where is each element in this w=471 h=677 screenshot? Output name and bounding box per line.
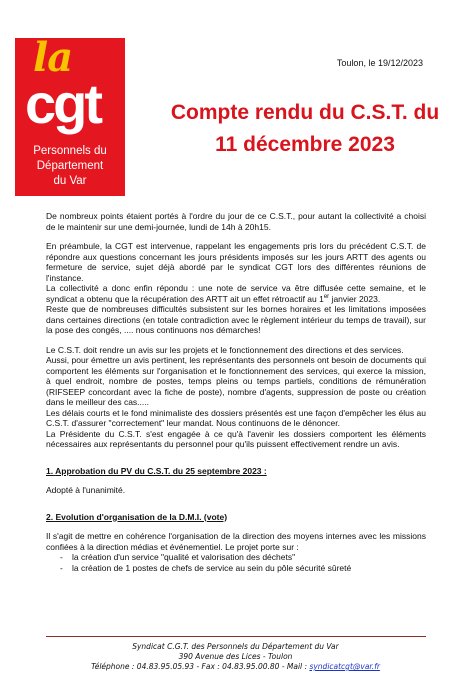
logo-la-text: la: [33, 38, 73, 81]
footer-line-1: Syndicat C.G.T. des Personnels du Département du Var: [132, 642, 339, 651]
logo-subtitle: [15, 144, 125, 189]
section-1-text: Adopté à l'unanimité.: [46, 485, 126, 495]
section-2-heading: [46, 512, 426, 523]
cgt-logo: [15, 38, 125, 196]
document-title: [140, 97, 470, 161]
title-line-1: Compte rendu du C.S.T. du: [170, 101, 440, 124]
paragraph-preamble: En préambule, la CGT est intervenue, rappelant les engagements pris lors du précédent C.S.T. de répondre aux questions concernant les jours présidents imposés sur les jours ARTT des agents ou fermeture de service, sujet déjà abordé par le syndicat CGT lors des différentes réunions de l'instance.: [46, 241, 426, 283]
footer-line-3: [30, 662, 441, 672]
paragraph-intro: De nombreux points étaient portés à l'ordre du jour de ce C.S.T., pour autant la collectivité a choisi de le maintenir sur une demi-journée, lundi de 14h à 20h15.: [46, 211, 426, 232]
paragraph-deadlines: Les délais courts et le fond minimaliste des dossiers présentés est une façon d'empêcher les élus au C.S.T. d'assurer "correctement" leur mandat. Nous continuons de le dénoncer.: [46, 407, 426, 428]
section-number: 1.: [46, 465, 54, 476]
document-body: [46, 211, 426, 573]
paragraph-documents: Aussi, pour émettre un avis pertinent, les représentants des personnels ont besoin de documents qui comportent les éléments sur l'organisation et le fonctionnement des services, qui exerce la mission, à quel endroit, nombre de postes, temps pleins ou temps partiels, conditions de rémunération (RIFSEEP concordant avec la fiche de poste), nombre d'agents, suppression de poste ou création dans le meilleur des cas.....: [46, 355, 426, 407]
title-line-2: 11 décembre 2023: [215, 133, 395, 156]
section-1-heading: [46, 466, 426, 477]
footer-line-2: 390 Avenue des Lices - Toulon: [178, 652, 293, 661]
logo-subtitle-line: Département: [36, 160, 104, 172]
logo-cgt-text: cgt: [25, 72, 100, 135]
section-2-text: Il s'agit de mettre en cohérence l'organisation de la direction des moyens internes avec les missions confiées à la direction médias et événementiel. Le projet porte sur :: [46, 531, 426, 552]
superscript: er: [323, 293, 330, 300]
footer-contact: Téléphone : 04.83.95.05.93 - Fax : 04.83.95.00.80 - Mail :: [91, 662, 310, 671]
list-item: - la création d'un service "qualité et valorisation des déchets": [60, 552, 426, 563]
email-link[interactable]: syndicatcgt@var.fr: [309, 662, 380, 671]
paragraph-president: La Présidente du C.S.T. s'est engagée à ce qu'à l'avenir les dossiers comportent les éléments nécessaires aux représentants du personnel pour qu'ils puissent effectivement rendre un avis.: [46, 428, 426, 449]
section-title: Approbation du PV du C.S.T. du 25 septembre 2023 :: [55, 465, 267, 476]
logo-subtitle-line: Personnels du: [33, 145, 107, 157]
paragraph-response-text: La collectivité a donc enfin répondu : une note de service va être diffusée cette semaine, et le syndicat a obtenu que la récupération des ARTT ait un effet rétroactif au 1: [46, 283, 426, 304]
list-item: - la création de 1 postes de chefs de service au sein du pôle sécurité sûreté: [60, 563, 426, 574]
section-title: Evolution d'organisation de la D.M.I. (vote): [55, 511, 228, 522]
footer-divider: [46, 636, 426, 637]
section-number: 2.: [46, 511, 54, 522]
paragraph-response-text-end: janvier 2023.: [329, 293, 381, 304]
paragraph-difficulties: Reste que de nombreuses difficultés subsistent sur les bornes horaires et les limitations imposées dans certaines directions (en totale contradiction avec le règlement intérieur du temps de travail), sur la pose des congés, .... nous continuons nos démarches!: [46, 304, 426, 335]
logo-subtitle-line: du Var: [53, 175, 87, 187]
footer: [30, 642, 441, 672]
paragraph-response: [46, 283, 426, 304]
paragraph-cst-role: Le C.S.T. doit rendre un avis sur les projets et le fonctionnement des directions et des services.: [46, 344, 404, 355]
section-2-list: [46, 552, 426, 573]
document-date: Toulon, le 19/12/2023: [336, 58, 423, 68]
